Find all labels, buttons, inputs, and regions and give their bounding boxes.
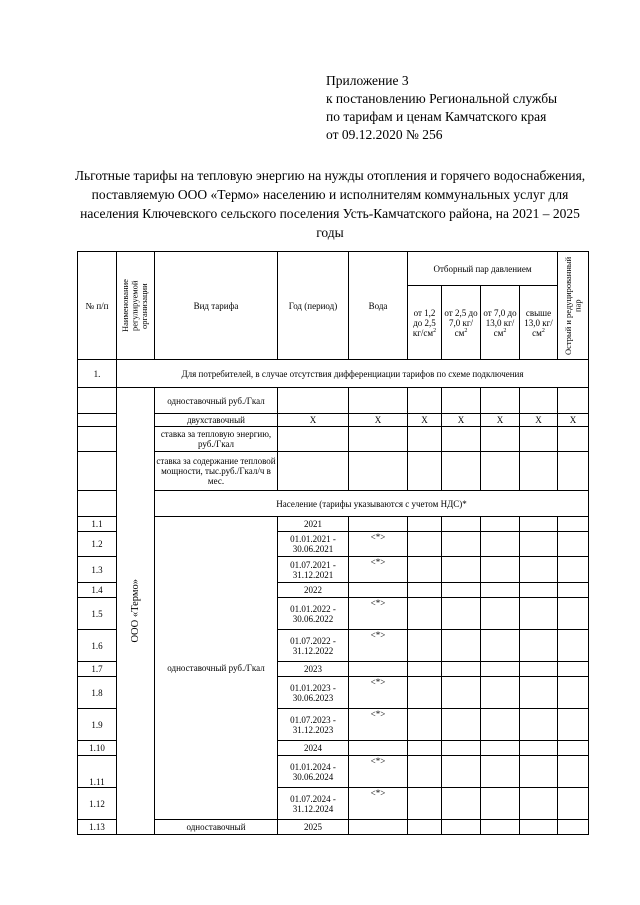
cell [349, 388, 408, 414]
tariff-heat-rate: ставка за тепловую энергию, руб./Гкал [155, 427, 278, 452]
tariff-single: одноставочный руб./Гкал [155, 388, 278, 414]
tariff-capacity-rate: ставка за содержание тепловой мощности, тыс.руб./Гкал/ч в мес. [155, 452, 278, 491]
x-mark: X [481, 414, 520, 427]
row-value: <*> [349, 557, 408, 583]
appendix-line: к постановлению Региональной службы [326, 91, 558, 106]
cell [481, 677, 520, 709]
cell [481, 583, 520, 598]
row-num: 1.10 [78, 741, 117, 756]
row-num: 1.1 [78, 517, 117, 532]
cell [442, 662, 481, 677]
cell [520, 741, 558, 756]
cell [520, 517, 558, 532]
cell [408, 517, 442, 532]
row-value: <*> [349, 677, 408, 709]
cell [558, 517, 589, 532]
cell [481, 532, 520, 557]
cell [408, 427, 442, 452]
cell [558, 630, 589, 662]
row-num: 1.8 [78, 677, 117, 709]
section-title: Для потребителей, в случае отсутствия дифференциации тарифов по схеме подключения [117, 360, 589, 388]
row-tariff: одноставочный [155, 820, 278, 835]
cell [520, 557, 558, 583]
cell [481, 820, 520, 835]
tariff-single-population: одноставочный руб./Гкал [155, 517, 278, 820]
header-pressure-1: от 1,2 до 2,5 $кг/см^2$ [408, 286, 442, 360]
cell [481, 598, 520, 630]
cell [442, 388, 481, 414]
cell [520, 630, 558, 662]
row-num: 1.12 [78, 788, 117, 820]
tariff-table [77, 251, 589, 835]
cell [278, 427, 349, 452]
cell [558, 452, 589, 491]
cell [408, 788, 442, 820]
row-value: <*> [349, 630, 408, 662]
cell [78, 427, 117, 452]
header-live-steam: Острый и редуцированный пар [558, 252, 589, 360]
cell [558, 677, 589, 709]
cell [520, 452, 558, 491]
row-num: 1.5 [78, 598, 117, 630]
row-period: 01.01.2024 - 30.06.2024 [278, 756, 349, 788]
cell [558, 557, 589, 583]
population-row [78, 491, 589, 517]
cell [442, 820, 481, 835]
row-period: 01.01.2022 - 30.06.2022 [278, 598, 349, 630]
row-num: 1.7 [78, 662, 117, 677]
cell [558, 662, 589, 677]
header-num: № п/п [78, 252, 117, 360]
cell [520, 388, 558, 414]
cell [558, 756, 589, 788]
cell [442, 677, 481, 709]
org-name-cell: ООО «Термо» [117, 388, 155, 835]
cell [481, 388, 520, 414]
cell [408, 630, 442, 662]
cell [408, 388, 442, 414]
cell [481, 756, 520, 788]
row-period: 2021 [278, 517, 349, 532]
cell [558, 583, 589, 598]
row-num: 1.11 [78, 756, 117, 788]
cell [442, 598, 481, 630]
cell [481, 517, 520, 532]
cell [442, 788, 481, 820]
cell [442, 427, 481, 452]
cell [408, 452, 442, 491]
cell [349, 517, 408, 532]
row-value: <*> [349, 756, 408, 788]
row-value: <*> [349, 788, 408, 820]
cell [278, 452, 349, 491]
cell [481, 427, 520, 452]
row-period: 01.07.2024 - 31.12.2024 [278, 788, 349, 820]
cell [408, 583, 442, 598]
table-row [78, 414, 589, 427]
cell [349, 741, 408, 756]
cell [481, 452, 520, 491]
header-org-name: Наименование регулируемой организации [117, 252, 155, 360]
cell [349, 583, 408, 598]
cell [520, 788, 558, 820]
cell [442, 557, 481, 583]
table-row [78, 452, 589, 491]
cell [442, 630, 481, 662]
cell [520, 709, 558, 741]
cell [78, 491, 117, 517]
row-value: <*> [349, 598, 408, 630]
cell [558, 709, 589, 741]
cell [408, 532, 442, 557]
cell [481, 557, 520, 583]
cell [481, 662, 520, 677]
cell [520, 662, 558, 677]
cell [520, 583, 558, 598]
cell [558, 388, 589, 414]
cell [558, 598, 589, 630]
cell [520, 756, 558, 788]
cell [520, 677, 558, 709]
cell [349, 452, 408, 491]
row-num: 1.2 [78, 532, 117, 557]
cell [349, 662, 408, 677]
row-period: 2025 [278, 820, 349, 835]
x-mark: X [278, 414, 349, 427]
cell [408, 598, 442, 630]
table-row [78, 427, 589, 452]
header-pressure-4: свыше 13,0 $кг/см^2$ [520, 286, 558, 360]
row-value: <*> [349, 709, 408, 741]
cell [408, 709, 442, 741]
appendix-line: по тарифам и ценам Камчатского края [326, 109, 547, 124]
row-period: 2023 [278, 662, 349, 677]
row-num: 1.6 [78, 630, 117, 662]
cell [278, 388, 349, 414]
cell [520, 820, 558, 835]
cell [442, 756, 481, 788]
cell [408, 756, 442, 788]
header-pressure-3: от 7,0 до 13,0 $кг/см^2$ [481, 286, 520, 360]
cell [78, 414, 117, 427]
cell [481, 741, 520, 756]
cell [520, 532, 558, 557]
cell [558, 427, 589, 452]
document-title: Льготные тарифы на тепловую энергию на нужды отопления и горячего водоснабжения, поставляемую ООО «Термо» населению и исполнителям коммунальных услуг для населения Ключевского сельского поселения Усть-Камчатского района, на 2021 – 2025 годы [74, 168, 586, 240]
row-period: 2022 [278, 583, 349, 598]
cell [78, 452, 117, 491]
header-tariff-type: Вид тарифа [155, 252, 278, 360]
appendix-line: Приложение 3 [326, 73, 409, 88]
header-water: Вода [349, 252, 408, 360]
cell [349, 427, 408, 452]
cell [481, 788, 520, 820]
x-mark: X [442, 414, 481, 427]
population-title: Население (тарифы указываются с учетом НДС)* [155, 491, 589, 517]
row-value: <*> [349, 532, 408, 557]
cell [408, 662, 442, 677]
header-row [78, 252, 589, 286]
cell [558, 788, 589, 820]
cell [442, 452, 481, 491]
cell [408, 820, 442, 835]
cell [520, 598, 558, 630]
x-mark: X [349, 414, 408, 427]
row-period: 01.07.2021 - 31.12.2021 [278, 557, 349, 583]
cell [442, 583, 481, 598]
cell [558, 741, 589, 756]
row-period: 01.07.2023 - 31.12.2023 [278, 709, 349, 741]
cell [558, 532, 589, 557]
tariff-double: двухставочный [155, 414, 278, 427]
appendix-header [326, 72, 626, 144]
cell [442, 517, 481, 532]
cell [408, 677, 442, 709]
cell [481, 630, 520, 662]
cell [442, 532, 481, 557]
cell [349, 820, 408, 835]
table-row [78, 388, 589, 414]
cell [520, 427, 558, 452]
section-row [78, 360, 589, 388]
x-mark: X [520, 414, 558, 427]
appendix-line: от 09.12.2020 № 256 [326, 127, 443, 142]
section-num: 1. [78, 360, 117, 388]
x-mark: X [408, 414, 442, 427]
row-period: 01.01.2023 - 30.06.2023 [278, 677, 349, 709]
row-period: 2024 [278, 741, 349, 756]
cell [78, 388, 117, 414]
row-period: 01.07.2022 - 31.12.2022 [278, 630, 349, 662]
row-num: 1.9 [78, 709, 117, 741]
header-steam: Отборный пар давлением [408, 252, 558, 286]
cell [558, 820, 589, 835]
x-mark: X [558, 414, 589, 427]
row-period: 01.01.2021 - 30.06.2021 [278, 532, 349, 557]
table-row [78, 517, 589, 532]
header-pressure-2: от 2,5 до 7,0 $кг/см^2$ [442, 286, 481, 360]
cell [481, 709, 520, 741]
header-period: Год (период) [278, 252, 349, 360]
row-num: 1.13 [78, 820, 117, 835]
cell [442, 741, 481, 756]
cell [408, 557, 442, 583]
row-num: 1.3 [78, 557, 117, 583]
table-row [78, 820, 589, 835]
cell [408, 741, 442, 756]
cell [442, 709, 481, 741]
row-num: 1.4 [78, 583, 117, 598]
